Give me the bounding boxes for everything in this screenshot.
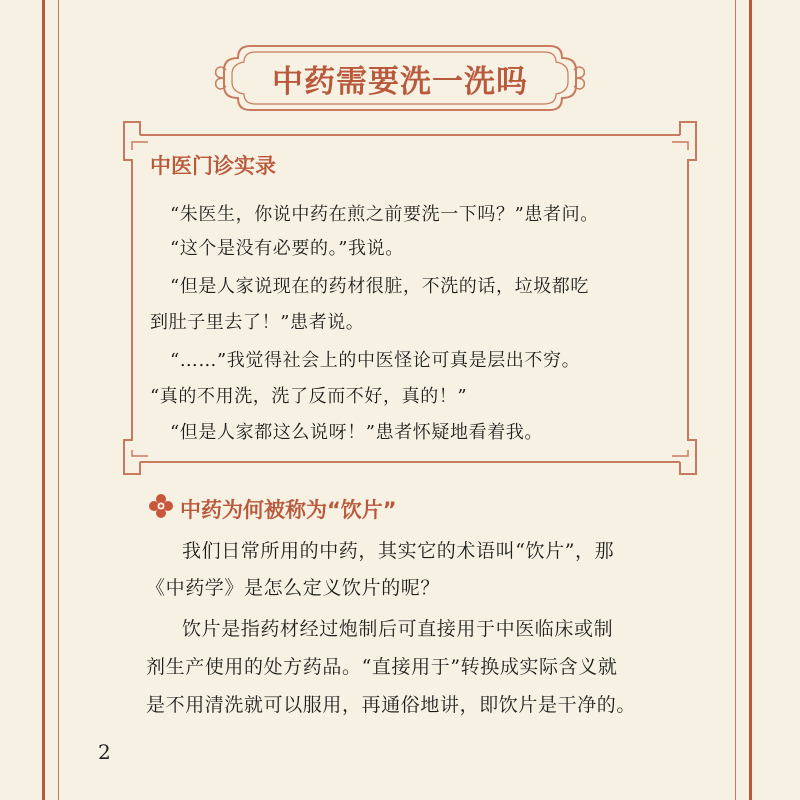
body-line: 剂生产使用的处方药品。“直接用于”转换成实际含义就: [146, 656, 618, 678]
dialogue-line: “朱医生，你说中药在煎之前要洗一下吗？”患者问。: [170, 204, 599, 225]
section-heading: 中药为何被称为“饮片”: [180, 498, 397, 522]
body-line: 《中药学》是怎么定义饮片的呢？: [146, 577, 441, 599]
body-line: 我们日常所用的中药，其实它的术语叫“饮片”，那: [182, 540, 615, 562]
dialogue-line: “这个是没有必要的。”我说。: [170, 238, 404, 259]
dialogue-line: “……”我觉得社会上的中医怪论可真是层出不穷。: [170, 350, 581, 371]
dialogue-line: 到肚子里去了！”患者说。: [150, 312, 365, 333]
dialogue-line: “真的不用洗，洗了反而不好，真的！”: [150, 386, 468, 407]
page-title: 中药需要洗一洗吗: [272, 64, 528, 100]
dialogue-line: “但是人家说现在的药材很脏，不洗的话，垃圾都吃: [170, 276, 589, 297]
page-number: 2: [98, 740, 111, 764]
flower-icon: [148, 493, 174, 519]
body-line: 是不用清洗就可以服用，再通俗地讲，即饮片是干净的。: [146, 694, 637, 716]
clinic-record-heading: 中医门诊实录: [150, 154, 276, 178]
dialogue-line: “但是人家都这么说呀！”患者怀疑地看着我。: [170, 422, 544, 443]
body-line: 饮片是指药材经过炮制后可直接用于中医临床或制: [182, 618, 614, 640]
